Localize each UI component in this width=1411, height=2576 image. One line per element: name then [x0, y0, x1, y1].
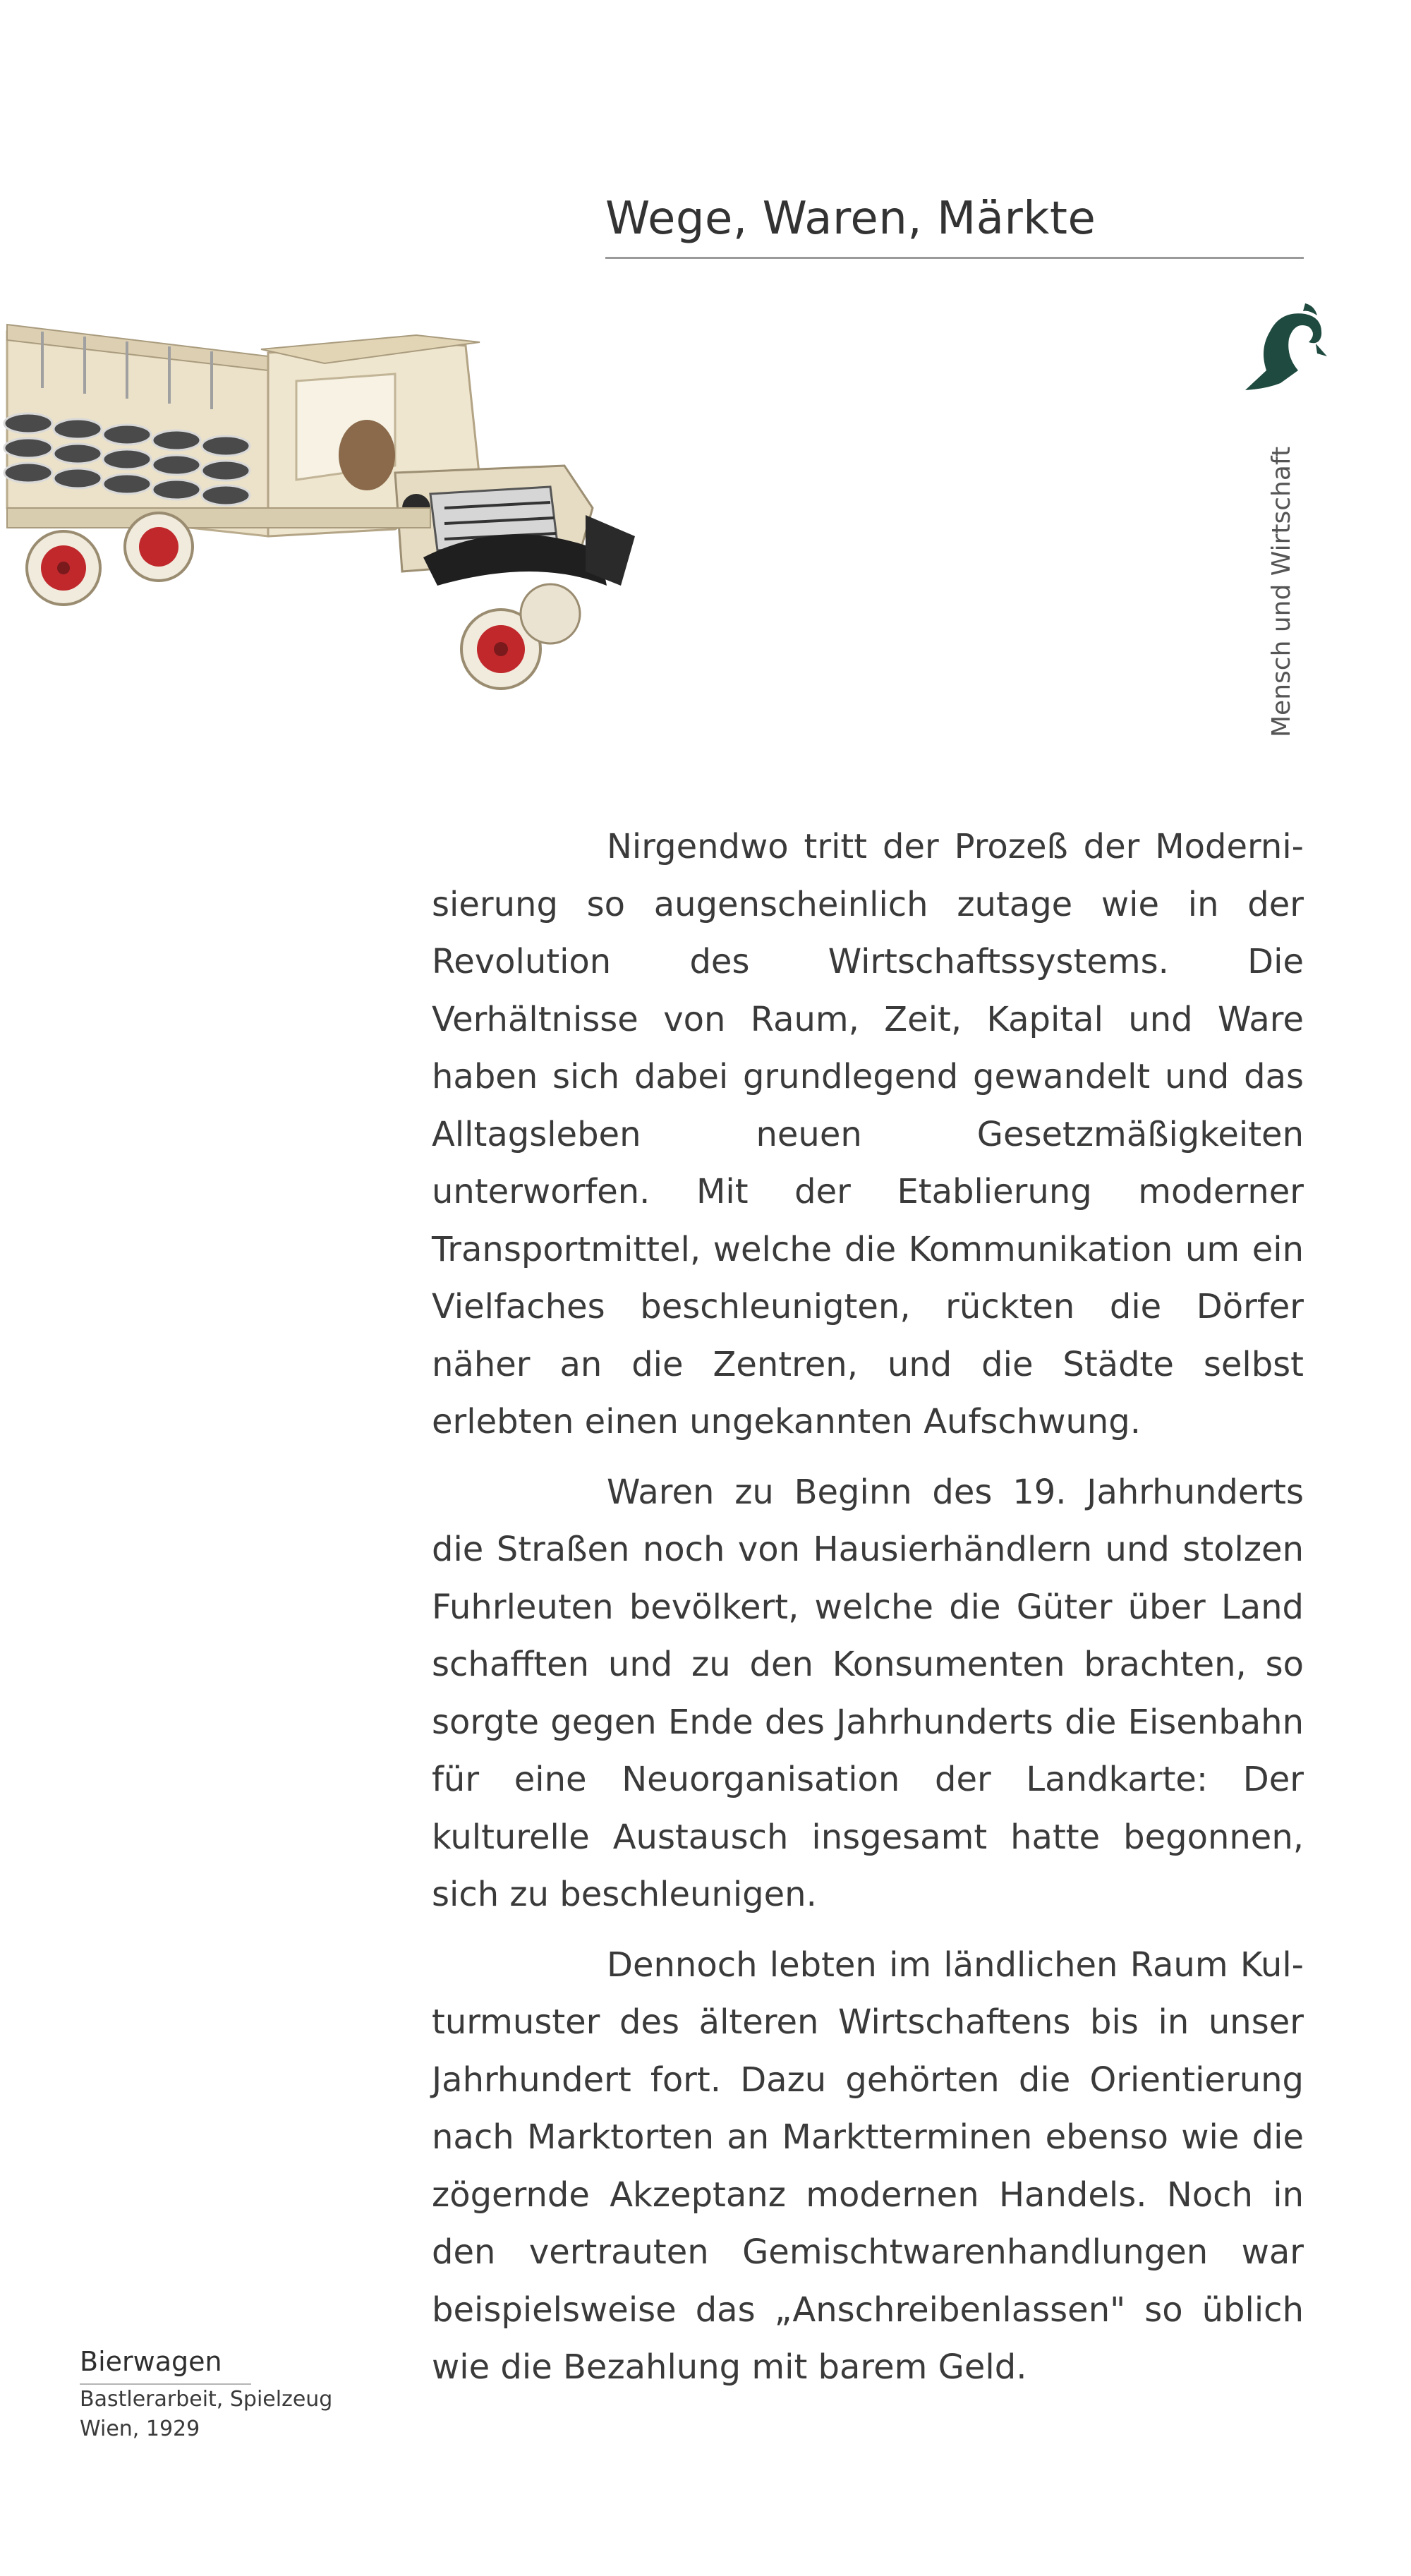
paragraph-1: Nirgendwo tritt der Prozeß der Modernisierung so augenscheinlich zutage wie in der Revolution des Wirtschaftssystems. Die Verhältnisse von Raum, Zeit, Kapital und Ware haben sich dabei grundlegend gewandelt und das Alltagsleben neuen Gesetzmäßigkeiten unterworfen. Mit der Etablierung moderner Transportmittel, welche die Kommunikation um ein Vielfaches beschleunigten, rückten die Dörfer näher an die Zentren, und die Städte selbst erlebten einen ungekannten Aufschwung.: [432, 827, 1304, 1441]
caption-title: Bierwagen: [80, 2344, 251, 2385]
image-caption: [80, 2344, 348, 2444]
caption-line-2: Wien, 1929: [80, 2417, 200, 2441]
toy-beer-truck-image: [0, 303, 656, 713]
dragon-emblem-icon: [1238, 300, 1330, 395]
paragraph-2: Waren zu Beginn des 19. Jahrhunderts die Straßen noch von Hausierhändlern und stolzen Fuhrleuten bevölkert, welche die Güter über Land schafften und zu den Konsumenten brachten, so sorgte gegen Ende des Jahrhunderts die Eisenbahn für eine Neuorganisation der Landkarte: Der kulturelle Austausch insgesamt hatte begonnen, sich zu beschleunigen.: [432, 1472, 1304, 1914]
section-label-text: Mensch und Wirtschaft: [1267, 446, 1296, 737]
article-body: [432, 818, 1304, 2409]
paragraph-3: Dennoch lebten im ländlichen Raum Kulturmuster des älteren Wirtschaftens bis in unser Jahrhundert fort. Dazu gehörten die Orientierung nach Marktorten an Marktterminen ebenso wie die zögernde Akzeptanz modernen Handels. Noch in den vertrauten Gemischtwarenhandlungen war beispielsweise das „Anschreibenlassen" so üblich wie die Bezahlung mit barem Geld.: [432, 1945, 1304, 2387]
page-title: Wege, Waren, Märkte: [605, 185, 1304, 259]
caption-line-1: Bastlerarbeit, Spielzeug: [80, 2387, 333, 2412]
